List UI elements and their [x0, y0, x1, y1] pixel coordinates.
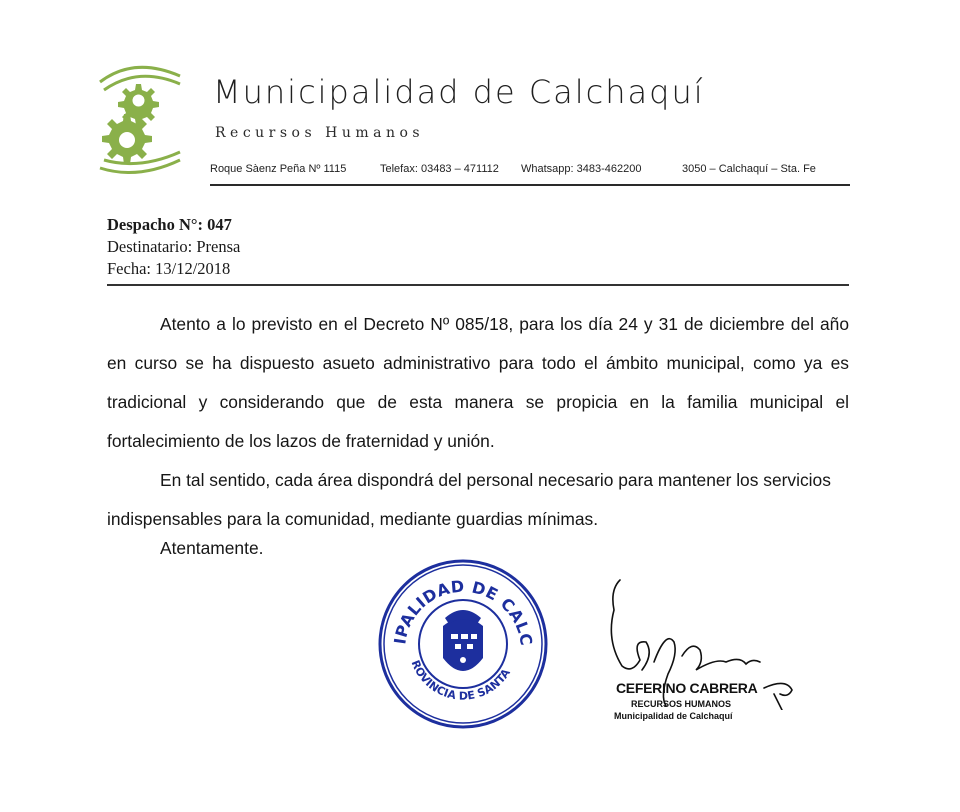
- city: 3050 – Calchaquí – Sta. Fe: [682, 163, 816, 175]
- paragraph: Atento a lo previsto en el Decreto Nº 085/18, para los día 24 y 31 de diciembre del año en curso se ha dispuesto asueto administrativo para todo el ámbito municipal, como ya es tradicional y considerando que de esta manera se propicia en la familia municipal el fortalecimiento de los lazos de fraternidad y unión.: [107, 314, 849, 451]
- letterhead-divider: [210, 184, 850, 186]
- telefax: Telefax: 03483 – 471112: [380, 163, 499, 175]
- letter-body: [107, 305, 849, 539]
- seal-top-text: IPALIDAD DE CALC: [390, 576, 537, 648]
- whatsapp: Whatsapp: 3483-462200: [521, 163, 642, 175]
- address: Roque Sàenz Peña Nº 1115: [210, 163, 347, 175]
- organization-name: Municipalidad de Calchaquí: [213, 73, 705, 111]
- paragraph: En tal sentido, cada área dispondrá del personal necesario para mantener los servicios indispensables para la comunidad, mediante guardias mínimas.: [107, 470, 831, 529]
- recipient: Destinatario: Prensa: [107, 237, 241, 256]
- seal-bottom-text: ROVINCIA DE SANTA: [408, 658, 513, 703]
- dispatch-number: Despacho N°: 047: [107, 215, 232, 234]
- signatory-organization: Municipalidad de Calchaquí: [614, 711, 733, 721]
- signatory-department: RECURSOS HUMANOS: [631, 699, 732, 709]
- gears-logo-icon: [94, 58, 186, 178]
- signatory-name: CEFERINO CABRERA: [616, 680, 758, 696]
- department-name: Recursos Humanos: [215, 125, 425, 141]
- memo-header: [107, 214, 240, 280]
- closing: Atentamente.: [160, 538, 264, 558]
- memo-date: Fecha: 13/12/2018: [107, 259, 231, 278]
- memo-divider: [107, 284, 849, 286]
- municipal-seal-icon: [377, 558, 549, 730]
